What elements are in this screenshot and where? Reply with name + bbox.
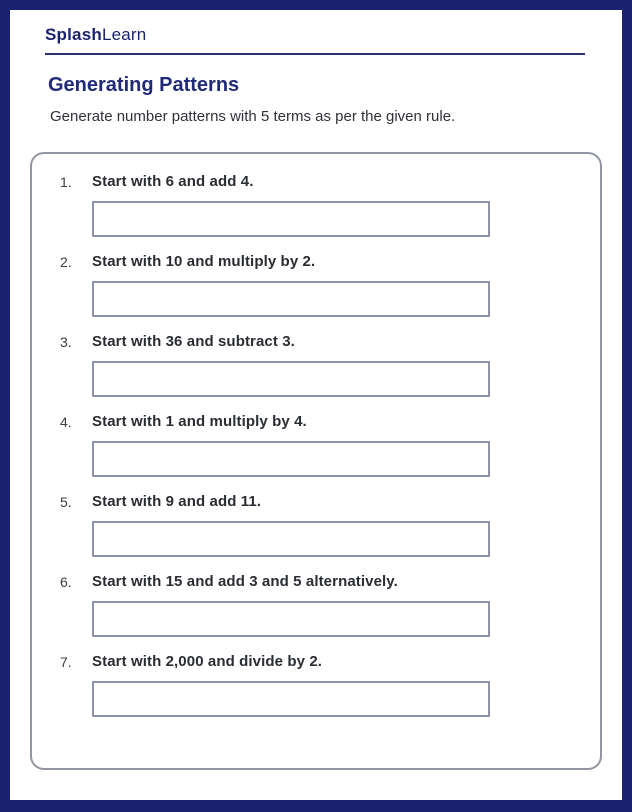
question-line: [60, 253, 600, 271]
question-text: Start with 10 and multiply by 2.: [92, 253, 316, 270]
logo-text-regular: Learn: [101, 25, 147, 44]
question-number: 7.: [60, 654, 72, 670]
question-text: Start with 6 and add 4.: [92, 173, 254, 190]
question-text: Start with 2,000 and divide by 2.: [92, 653, 323, 670]
question-text: Start with 36 and subtract 3.: [92, 333, 295, 350]
instructions-text: Generate number patterns with 5 terms as per the given rule.: [50, 108, 456, 125]
answer-input[interactable]: [92, 201, 490, 237]
worksheet-page: [10, 10, 622, 800]
question-line: [60, 653, 600, 671]
answer-input[interactable]: [92, 441, 490, 477]
answer-input[interactable]: [92, 361, 490, 397]
question-item: [60, 573, 600, 637]
question-item: [60, 413, 600, 477]
question-number: 6.: [60, 574, 72, 590]
logo-text-bold: Splash: [45, 25, 102, 44]
question-number: 5.: [60, 494, 72, 510]
header: [45, 26, 587, 55]
question-line: [60, 173, 600, 191]
answer-input[interactable]: [92, 281, 490, 317]
question-item: [60, 173, 600, 237]
question-line: [60, 413, 600, 431]
answer-input[interactable]: [92, 601, 490, 637]
answer-input[interactable]: [92, 681, 490, 717]
question-line: [60, 333, 600, 351]
question-number: 4.: [60, 414, 72, 430]
answer-input[interactable]: [92, 521, 490, 557]
header-divider: [45, 53, 585, 55]
page-title: Generating Patterns: [48, 74, 240, 96]
questions-list: [30, 152, 602, 770]
question-text: Start with 9 and add 11.: [92, 493, 262, 510]
question-item: [60, 653, 600, 717]
question-number: 1.: [60, 174, 72, 190]
question-item: [60, 253, 600, 317]
question-text: Start with 15 and add 3 and 5 alternatively.: [92, 573, 398, 590]
question-number: 2.: [60, 254, 72, 270]
question-line: [60, 493, 600, 511]
question-number: 3.: [60, 334, 72, 350]
question-item: [60, 333, 600, 397]
splashlearn-logo: [45, 26, 587, 44]
question-text: Start with 1 and multiply by 4.: [92, 413, 307, 430]
question-item: [60, 493, 600, 557]
question-line: [60, 573, 600, 591]
